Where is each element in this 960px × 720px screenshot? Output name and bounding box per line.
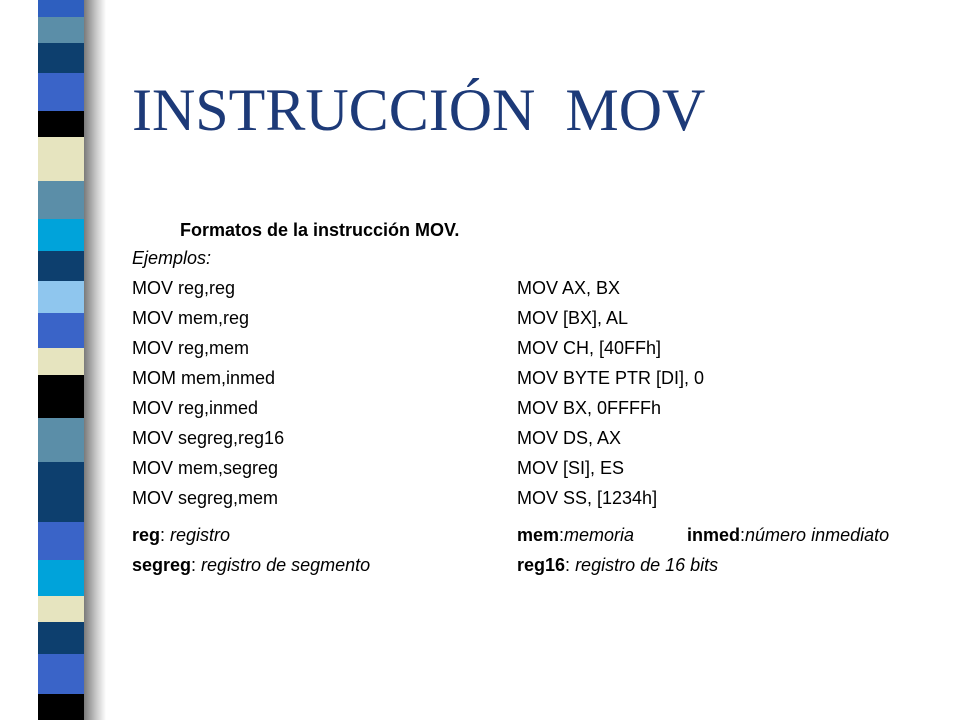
stripe-block: [38, 596, 84, 622]
stripe-block: [38, 219, 84, 251]
stripe-block: [38, 251, 84, 281]
example-text: MOV [SI], ES: [517, 458, 625, 478]
legend-colon: :: [740, 525, 746, 545]
legend-colon: :: [160, 525, 171, 545]
stripe-block: [38, 281, 84, 313]
stripe-block: [38, 313, 84, 348]
stripe-block: [38, 654, 84, 694]
legend-term: inmed: [687, 525, 741, 545]
legend-definition: registro de segmento: [201, 555, 371, 575]
stripe-block: [38, 181, 84, 219]
decorative-stripe-bar: [38, 0, 84, 720]
example-text: MOV AX, BX: [517, 278, 621, 298]
format-text: MOV segreg,mem: [132, 488, 279, 508]
stripe-block: [38, 348, 84, 375]
legend-reg16: [517, 554, 718, 576]
stripe-block: [38, 418, 84, 462]
legend-term: reg: [132, 525, 161, 545]
stripe-block: [38, 111, 84, 137]
stripe-shadow: [84, 0, 106, 720]
stripe-block: [38, 522, 84, 560]
slide-subtitle: Formatos de la instrucción MOV.: [180, 220, 460, 240]
legend-reg: [132, 524, 230, 546]
legend-colon: :: [559, 525, 565, 545]
stripe-block: [38, 73, 84, 111]
stripe-block: [38, 375, 84, 418]
format-text: MOV mem,segreg: [132, 458, 279, 478]
format-text: MOV reg,reg: [132, 278, 236, 298]
legend-definition: número inmediato: [745, 525, 890, 545]
legend-definition: registro: [170, 525, 231, 545]
format-text: MOV reg,inmed: [132, 398, 259, 418]
format-text: MOV mem,reg: [132, 308, 250, 328]
legend-term: mem: [517, 525, 560, 545]
format-text: MOM mem,inmed: [132, 368, 276, 388]
legend-term: reg16: [517, 555, 566, 575]
legend-colon: :: [191, 555, 202, 575]
example-text: MOV BYTE PTR [DI], 0: [517, 368, 705, 388]
stripe-block: [38, 694, 84, 720]
example-text: MOV CH, [40FFh]: [517, 338, 662, 358]
stripe-block: [38, 17, 84, 43]
stripe-block: [38, 137, 84, 181]
legend-definition: memoria: [564, 525, 635, 545]
legend-segreg: [132, 554, 370, 576]
examples-label: Ejemplos:: [132, 248, 212, 268]
stripe-block: [38, 560, 84, 596]
slide-title: INSTRUCCIÓN MOV: [132, 77, 706, 143]
legend-mem: [517, 524, 634, 546]
legend-colon: :: [565, 555, 576, 575]
stripe-block: [38, 622, 84, 654]
example-text: MOV DS, AX: [517, 428, 622, 448]
stripe-block: [38, 43, 84, 73]
example-text: MOV SS, [1234h]: [517, 488, 658, 508]
example-text: MOV BX, 0FFFFh: [517, 398, 662, 418]
legend-definition: registro de 16 bits: [575, 555, 719, 575]
stripe-block: [38, 0, 84, 17]
format-text: MOV segreg,reg16: [132, 428, 285, 448]
legend-term: segreg: [132, 555, 192, 575]
stripe-block: [38, 462, 84, 522]
example-text: MOV [BX], AL: [517, 308, 629, 328]
format-text: MOV reg,mem: [132, 338, 250, 358]
legend-inmed: [687, 524, 889, 546]
